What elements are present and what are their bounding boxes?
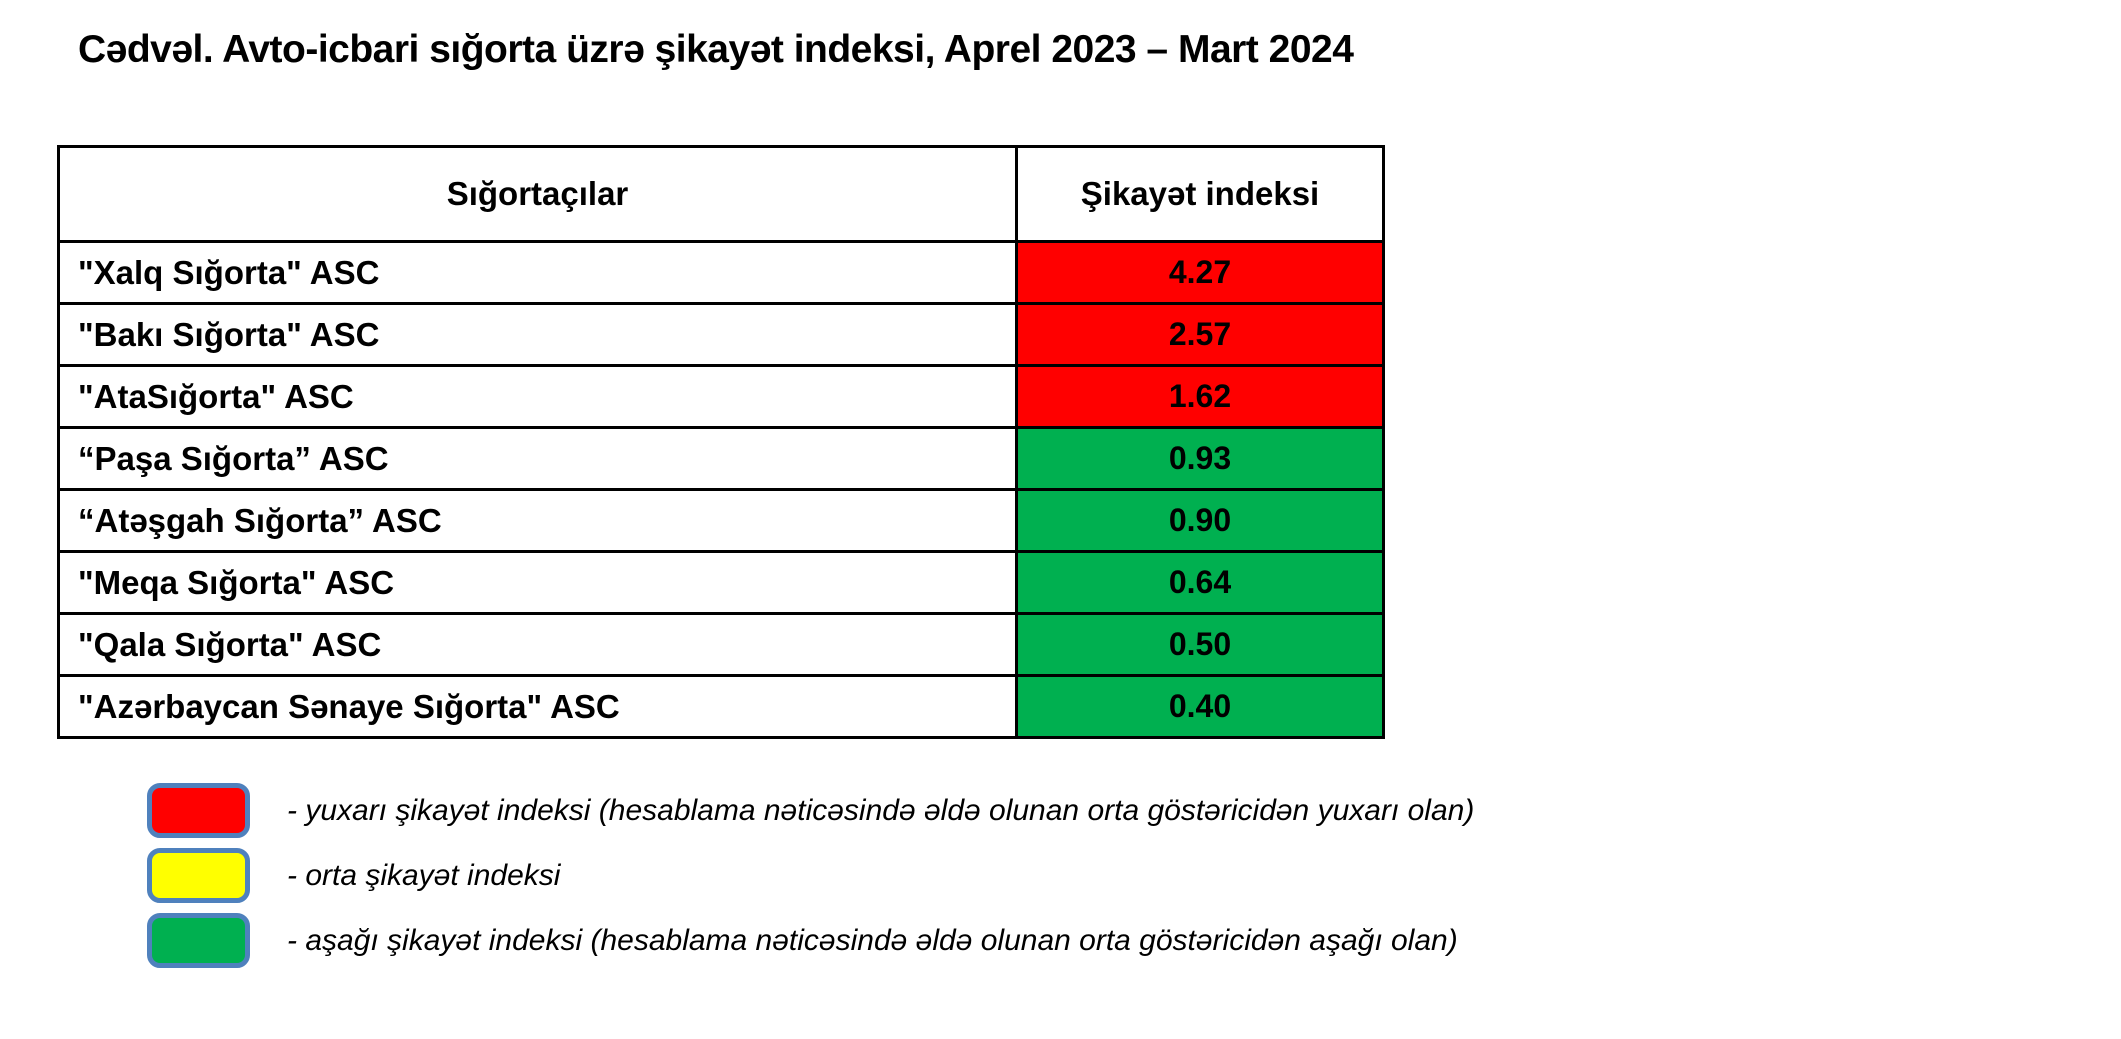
complaint-index-table xyxy=(57,145,1385,739)
table-row xyxy=(59,676,1384,738)
insurer-name: "Bakı Sığorta" ASC xyxy=(59,304,1017,366)
index-value: 2.57 xyxy=(1017,304,1384,366)
table-row xyxy=(59,366,1384,428)
index-value: 0.40 xyxy=(1017,676,1384,738)
insurer-name: "Meqa Sığorta" ASC xyxy=(59,552,1017,614)
legend-label-medium: - orta şikayət indeksi xyxy=(287,858,561,892)
legend-item-high xyxy=(147,783,1474,838)
table-row xyxy=(59,490,1384,552)
table-header-row xyxy=(59,147,1384,242)
legend xyxy=(147,783,1474,968)
legend-label-low: - aşağı şikayət indeksi (hesablama nəticəsində əldə olunan orta göstəricidən aşağı olan) xyxy=(287,923,1458,957)
index-value: 0.64 xyxy=(1017,552,1384,614)
index-value: 1.62 xyxy=(1017,366,1384,428)
index-value: 0.50 xyxy=(1017,614,1384,676)
table-row xyxy=(59,428,1384,490)
high-index-color-swatch xyxy=(147,783,250,838)
insurer-name: "AtaSığorta" ASC xyxy=(59,366,1017,428)
legend-label-high: - yuxarı şikayət indeksi (hesablama nəticəsində əldə olunan orta göstəricidən yuxarı olan) xyxy=(287,793,1475,827)
index-value: 4.27 xyxy=(1017,242,1384,304)
table-row xyxy=(59,242,1384,304)
insurer-name: "Qala Sığorta" ASC xyxy=(59,614,1017,676)
table-row xyxy=(59,304,1384,366)
column-header-index: Şikayət indeksi xyxy=(1017,147,1384,242)
legend-item-low xyxy=(147,913,1474,968)
insurer-name: “Paşa Sığorta” ASC xyxy=(59,428,1017,490)
table-row xyxy=(59,552,1384,614)
table-row xyxy=(59,614,1384,676)
low-index-color-swatch xyxy=(147,913,250,968)
insurer-name: "Azərbaycan Sənaye Sığorta" ASC xyxy=(59,676,1017,738)
page-title: Cədvəl. Avto-icbari sığorta üzrə şikayət indeksi, Aprel 2023 – Mart 2024 xyxy=(78,28,1354,71)
medium-index-color-swatch xyxy=(147,848,250,903)
insurer-name: "Xalq Sığorta" ASC xyxy=(59,242,1017,304)
index-value: 0.93 xyxy=(1017,428,1384,490)
index-value: 0.90 xyxy=(1017,490,1384,552)
insurer-name: “Atəşgah Sığorta” ASC xyxy=(59,490,1017,552)
column-header-insurers: Sığortaçılar xyxy=(59,147,1017,242)
legend-item-medium xyxy=(147,848,1474,903)
